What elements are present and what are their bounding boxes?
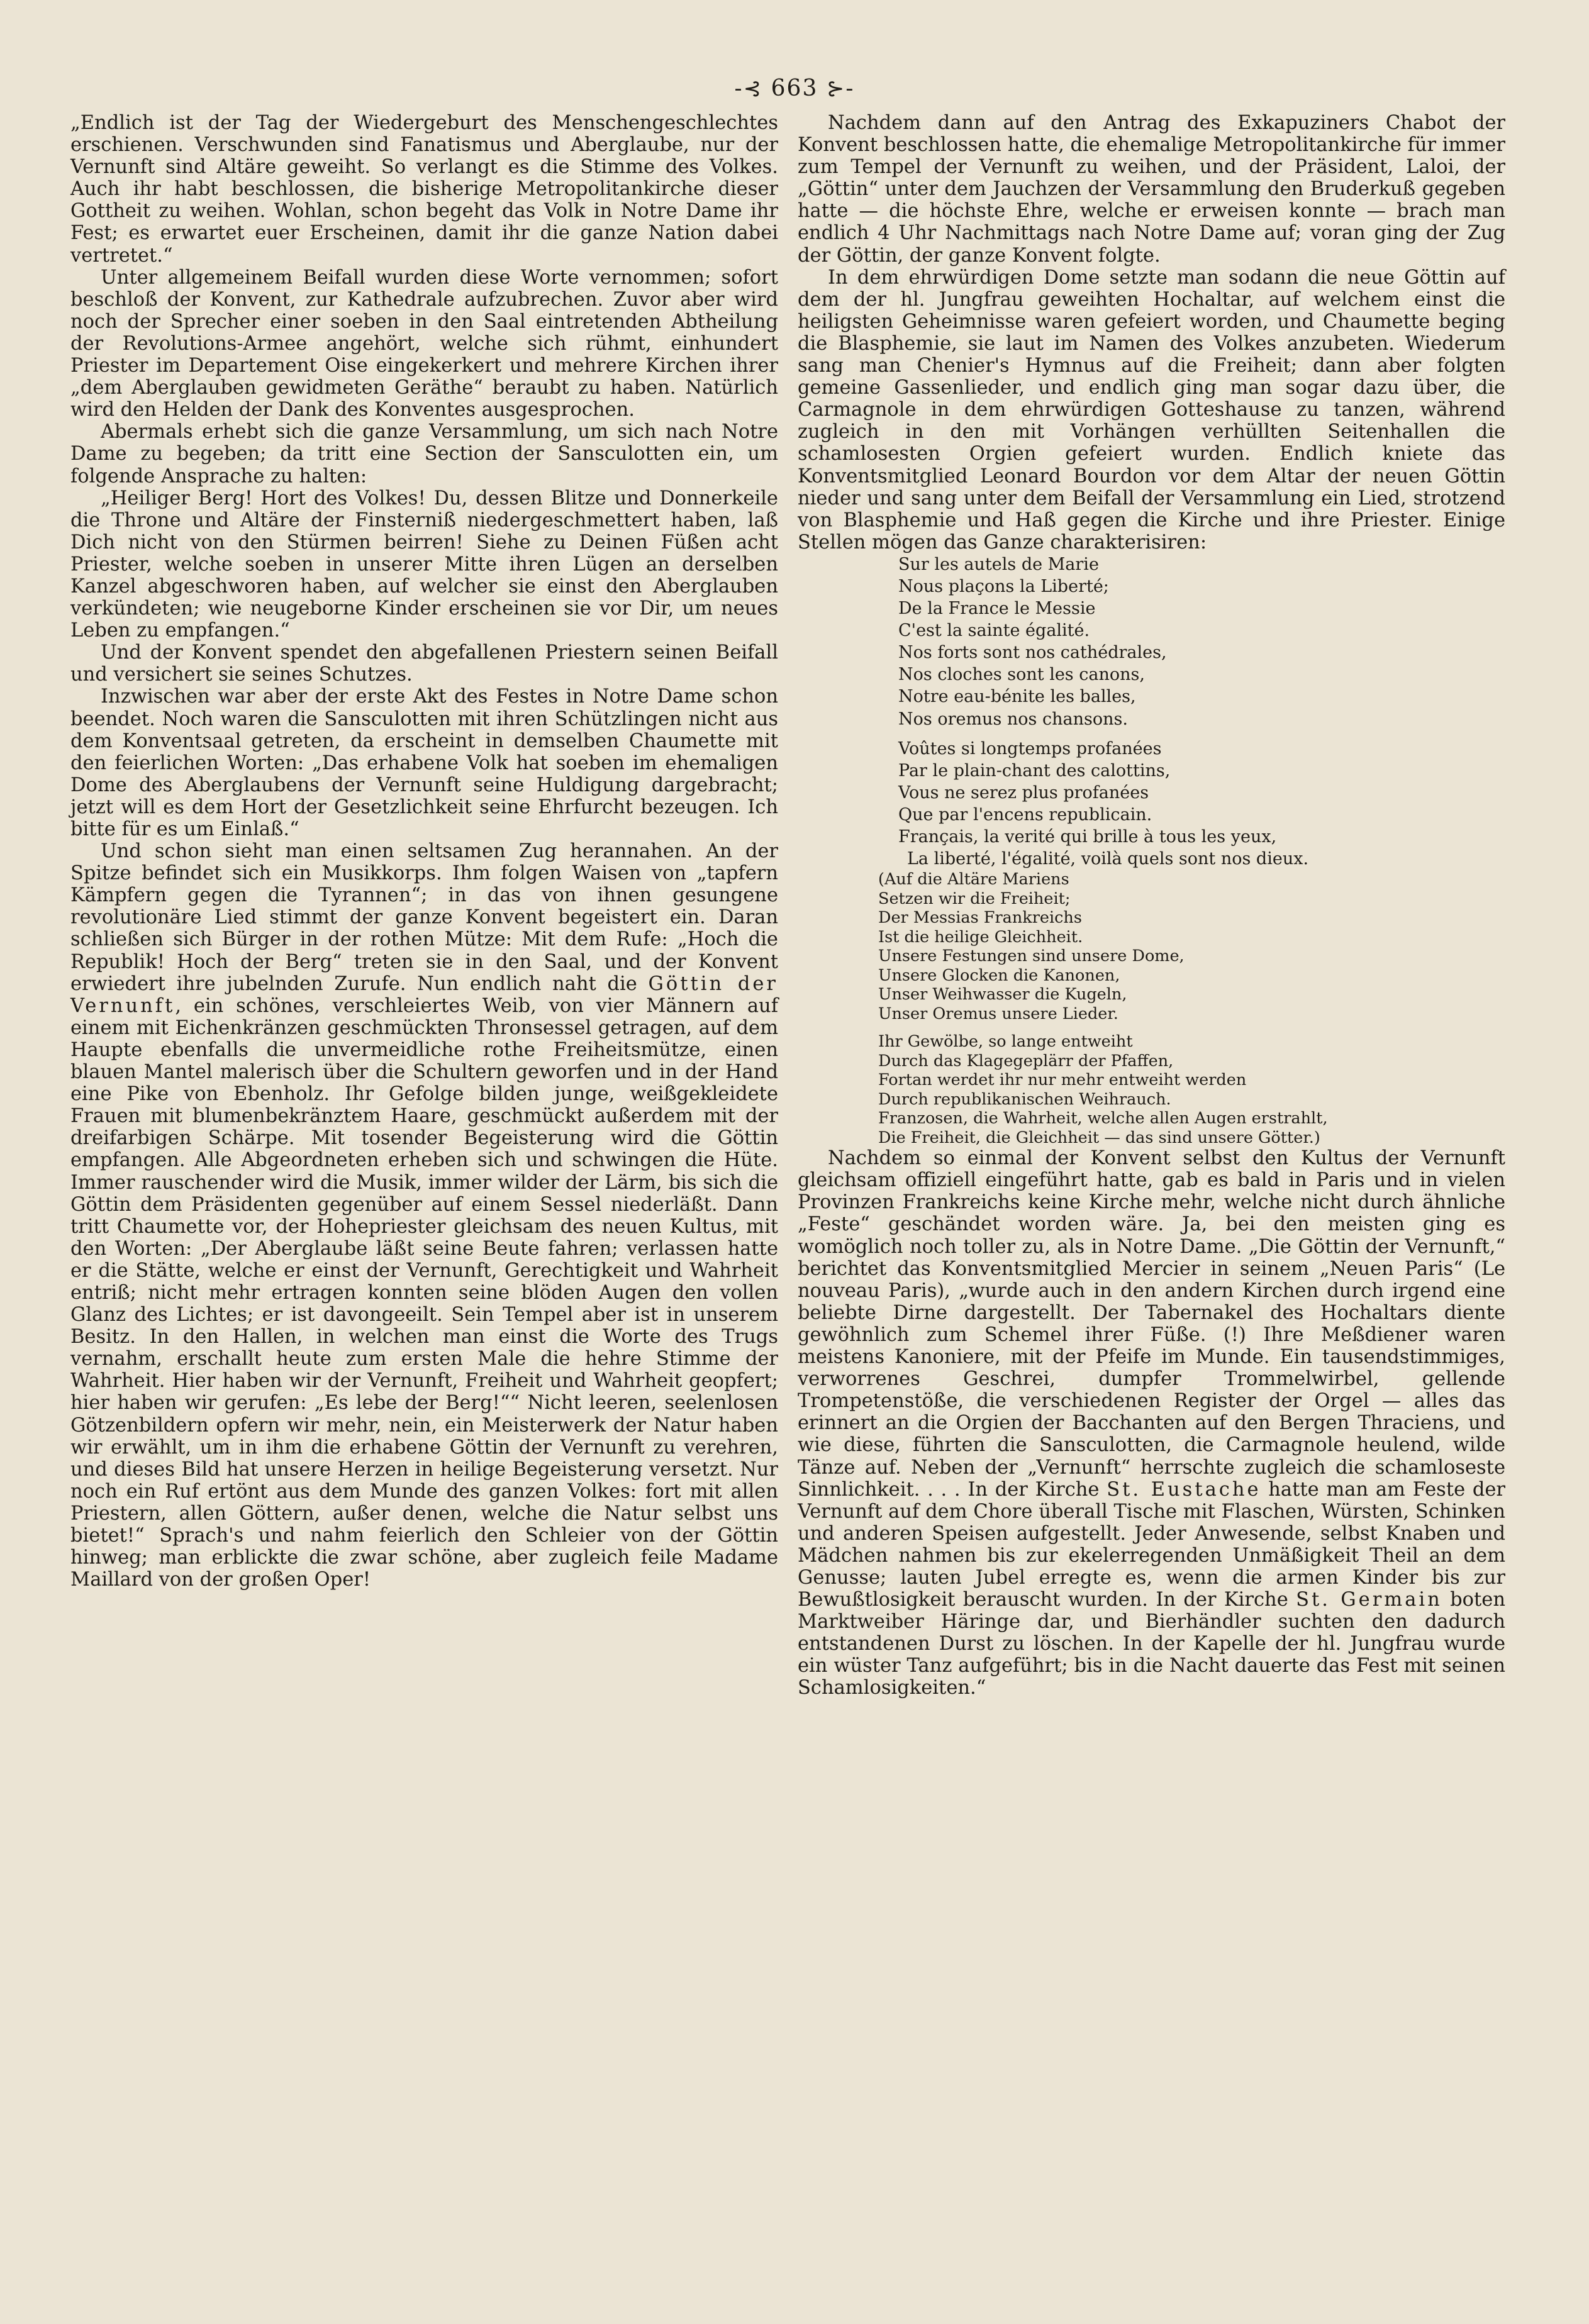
poem-line: Nos cloches sont les canons, <box>898 665 1145 685</box>
paragraph: Nachdem dann auf den Antrag des Exkapuziners Chabot der Konvent beschlossen hatte, die ehemalige Metropolitankirche für immer zum Tempel der Vernunft zu weihen, und der Präsident, Laloi, der „Göttin“ unter dem Jauchzen der Versammlung den Bruderkuß gegeben hatte — die höchste Ehre, welche er erweisen konnte — brach man endlich 4 Uhr Nachmittags nach Notre Dame auf; voran ging der Zug der Göttin, der ganze Konvent folgte. <box>798 112 1505 267</box>
paragraph: Inzwischen war aber der erste Akt des Festes in Notre Dame schon beendet. Noch waren die Sansculotten mit ihren Schützlingen nicht aus dem Konventsaal getreten, da erscheint in demselben Chaumette mit den feierlichen Worten: „Das erhabene Volk hat soeben im ehemaligen Dome des Aberglaubens der Vernunft seine Huldigung dargebracht; jetzt will es dem Hort der Gesetzlichkeit seine Ehrfurcht bezeugen. Ich bitte für es um Einlaß.“ <box>70 686 778 840</box>
paragraph: „Heiliger Berg! Hort des Volkes! Du, dessen Blitze und Donnerkeile die Throne und Altäre der Finsterniß niedergeschmettert haben, laß Dich nicht von den Stürmen beirren! Siehe zu Deinen Füßen acht Priester, welche soeben in unserer Mitte ihren Lügen an derselben Kanzel abgeschworen haben, auf welcher sie einst den Aberglauben verkündeten; wie neugeborne Kinder erscheinen sie vor Dir, um neues Leben zu empfangen.“ <box>70 487 778 642</box>
stanza-gap <box>898 730 1505 738</box>
translation-line: Die Freiheit, die Gleichheit — das sind unsere Götter.) <box>878 1128 1320 1147</box>
poem-line: Voûtes si longtemps profanées <box>898 738 1162 759</box>
spaced-emphasis: St. Eustache <box>1107 1478 1261 1501</box>
poem-line: Vous ne serez plus profanées <box>898 782 1149 803</box>
poem-line: Français, la verité qui brille à tous les yeux, <box>898 827 1277 847</box>
translation-line: Fortan werdet ihr nur mehr entweiht werden <box>878 1070 1247 1090</box>
french-poem <box>798 553 1505 870</box>
ornament-right-icon: ⊱- <box>826 76 855 101</box>
poem-line: Nos forts sont nos cathédrales, <box>898 643 1167 663</box>
paragraph: „Endlich ist der Tag der Wiedergeburt des Menschengeschlechtes erschienen. Verschwunden sind Fanatismus und Aberglaube, nur der Vernunft sind Altäre geweiht. So verlangt es die Stimme des Volkes. Auch ihr habt beschlossen, die bisherige Metropolitankirche dieser Gottheit zu weihen. Wohlan, schon begeht das Volk in Notre Dame ihr Fest; es erwartet euer Erscheinen, damit ihr die ganze Nation dabei vertretet.“ <box>70 112 778 267</box>
spaced-emphasis: St. Germain <box>1296 1589 1442 1611</box>
translation-line: Ist die heilige Gleichheit. <box>878 927 1083 947</box>
translation-line: Der Messias Frankreichs <box>878 908 1082 928</box>
text-run: Und schon sieht man einen seltsamen Zug herannahen. An der Spitze befindet sich ein Musikkorps. Ihm folgen Waisen von „tapfern Kämpfern gegen die Tyrannen“; in das von ihnen gesungene revolutionäre Lied stimmt der ganze Konvent begeistert ein. Daran schließen sich Bürger in der rothen Mütze: Mit dem Rufe: „Hoch die Republik! Hoch der Berg“ treten sie in den Saal, und der Konvent erwiedert ihre jubelnden Zurufe. Nun endlich naht die <box>70 840 778 995</box>
poem-line: Que par l'encens republicain. <box>898 804 1152 825</box>
paragraph: Unter allgemeinem Beifall wurden diese Worte vernommen; sofort beschloß der Konvent, zur Kathedrale aufzubrechen. Zuvor aber wird noch der Sprecher einer soeben in den Saal eintretenden Abtheilung der Revolutions-Armee angehört, welche sich rühmt, einhundert Priester im Departement Oise eingekerkert und mehrere Kirchen ihrer „dem Aberglauben gewidmeten Geräthe“ beraubt zu haben. Natürlich wird den Helden der Dank des Konventes ausgesprochen. <box>70 266 778 421</box>
german-translation <box>798 870 1505 1147</box>
paragraph: Und der Konvent spendet den abgefallenen Priestern seinen Beifall und versichert sie seines Schutzes. <box>70 642 778 686</box>
ornament-left-icon: -⊰ <box>734 76 763 101</box>
poem-line: Par le plain-chant des calottins, <box>898 760 1171 781</box>
page-header <box>0 75 1589 113</box>
text-run: hatte man am Feste der Vernunft auf dem Chore überall Tische mit Flaschen, Würsten, Schinken und anderen Speisen aufgestellt. Jeder Anwesende, selbst Knaben und Mädchen nahmen bis zur ekelerregenden Unmäßigkeit Theil an dem Genusse; lauten Jubel erregte es, wenn die armen Kinder bis zur Bewußtlosigkeit berauscht wurden. In der Kirche <box>798 1478 1505 1611</box>
translation-line: Unser Weihwasser die Kugeln, <box>878 985 1127 1004</box>
left-column <box>70 112 778 1591</box>
poem-line: Nos oremus nos chansons. <box>898 709 1128 729</box>
spaced-emphasis: Göttin der Vernunft <box>70 972 778 1017</box>
paragraph: Abermals erhebt sich die ganze Versammlung, um sich nach Notre Dame zu begeben; da tritt eine Section der Sansculotten ein, um folgende Ansprache zu halten: <box>70 421 778 487</box>
poem-line: La liberté, l'égalité, voilà quels sont nos dieux. <box>907 849 1309 869</box>
translation-line: Unsere Festungen sind unsere Dome, <box>878 947 1185 966</box>
poem-line: De la France le Messie <box>898 599 1096 619</box>
translation-line: Setzen wir die Freiheit; <box>878 889 1071 908</box>
poem-line: C'est la sainte égalité. <box>898 621 1090 641</box>
translation-line: Franzosen, die Wahrheit, welche allen Augen erstrahlt, <box>878 1109 1328 1128</box>
poem-line: Nous plaçons la Liberté; <box>898 576 1109 596</box>
poem-line: Sur les autels de Marie <box>898 554 1099 574</box>
paragraph: In dem ehrwürdigen Dome setzte man sodann die neue Göttin auf dem der hl. Jungfrau geweihten Hochaltar, auf welchem einst die heiligsten Geheimnisse waren gefeiert worden, und Chaumette beging die Blasphemie, sie laut im Namen des Volkes anzubeten. Wiederum sang man Chenier's Hymnus auf die Freiheit; dann aber folgten gemeine Gassenlieder, und endlich ging man sogar dazu über, die Carmagnole in dem ehrwürdigen Gotteshause zu tanzen, während zugleich in den mit Vorhängen verhüllten Seitenhallen die schamlosesten Orgien gefeiert wurden. Endlich kniete das Konventsmitglied Leonard Bourdon vor dem Altar der neuen Göttin nieder und sang unter dem Beifall der Versammlung ein Lied, strotzend von Blasphemie und Haß gegen die Kirche und ihre Priester. Einige Stellen mögen das Ganze charakterisiren: <box>798 266 1505 553</box>
translation-line: Unser Oremus unsere Lieder. <box>878 1004 1118 1023</box>
poem-line: Notre eau-bénite les balles, <box>898 687 1136 707</box>
paragraph <box>70 840 778 1591</box>
text-run: boten Marktweiber Häringe dar, und Bierhändler suchten den dadurch entstandenen Durst zu löschen. In der Kapelle der hl. Jungfrau wurde ein wüster Tanz aufgeführt; bis in die Nacht dauerte das Fest mit seinen Schamlosigkeiten.“ <box>798 1589 1505 1699</box>
translation-line: (Auf die Altäre Mariens <box>878 870 1069 889</box>
text-run: Nachdem so einmal der Konvent selbst den Kultus der Vernunft gleichsam offiziell eingeführt hatte, gab es bald in Paris und in vielen Provinzen Frankreichs keine Kirche mehr, welche nicht durch ähnliche „Feste“ geschändet worden wäre. Ja, bei den meisten ging es womöglich noch toller zu, als in Notre Dame. „Die Göttin der Vernunft,“ berichtet das Konventsmitglied Mercier in seinem „Neuen Paris“ (Le nouveau Paris), „wurde auch in den andern Kirchen durch irgend eine beliebte Dirne dargestellt. Der Tabernakel des Hochaltars diente gewöhnlich zum Schemel ihrer Füße. (!) Ihre Meßdiener waren meistens Kanoniere, mit der Pfeife im Munde. Ein tausendstimmiges, verworrenes Geschrei, dumpfer Trommelwirbel, gellende Trompetenstöße, die verschiedenen Register der Orgel — alles das erinnert an die Orgien der Bacchanten auf den Bergen Thraciens, und wie diese, führten die Sansculotten, die Carmagnole heulend, wilde Tänze auf. Neben der „Vernunft“ herrschte zugleich die schamloseste Sinnlichkeit. . . . In der Kirche <box>798 1147 1505 1501</box>
translation-line: Durch republikanischen Weihrauch. <box>878 1089 1171 1109</box>
translation-line: Unsere Glocken die Kanonen, <box>878 965 1120 985</box>
paragraph <box>798 1147 1505 1699</box>
stanza-gap <box>878 1023 1505 1032</box>
translation-line: Ihr Gewölbe, so lange entweiht <box>878 1032 1133 1052</box>
right-column <box>798 112 1505 1699</box>
page-number: 663 <box>771 75 818 101</box>
text-run: , ein schönes, verschleiertes Weib, von vier Männern auf einem mit Eichenkränzen geschmückten Thronsessel getragen, auf dem Haupte ebenfalls die unvermeidliche rothe Freiheitsmütze, einen blauen Mantel malerisch über die Schultern geworfen und in der Hand eine Pike von Ebenholz. Ihr Gefolge bilden junge, weißgekleidete Frauen mit blumenbekränztem Haare, geschmückt außerdem mit der dreifarbigen Schärpe. Mit tosender Begeisterung wird die Göttin empfangen. Alle Abgeordneten erheben sich und schwingen die Hüte. Immer rauschender wird die Musik, immer wilder der Lärm, bis sich die Göttin dem Präsidenten gegenüber auf einem Sessel niederläßt. Dann tritt Chaumette vor, der Hohepriester gleichsam des neuen Kultus, mit den Worten: „Der Aberglaube läßt seine Beute fahren; verlassen hatte er die Stätte, welche er einst der Vernunft, Gerechtigkeit und Wahrheit entriß; nicht mehr ertragen konnten seine blöden Augen den vollen Glanz des Lichtes; er ist davongeeilt. Sein Tempel aber ist in unserem Besitz. In den Hallen, in welchen man einst die Worte des Trugs vernahm, erschallt heute zum ersten Male die hehre Stimme der Wahrheit. Hier haben wir der Vernunft, Freiheit und Wahrheit geopfert; hier haben wir gerufen: „Es lebe der Berg!““ Nicht leeren, seelenlosen Götzenbildern opfern wir mehr, nein, ein Meisterwerk der Natur haben wir erwählt, um in ihm die erhabene Göttin der Vernunft zu verehren, und dieses Bild hat unsere Herzen in heilige Begeisterung versetzt. Nur noch ein Ruf ertönt aus dem Munde des ganzen Volkes: fort mit allen Priestern, allen Göttern, außer denen, welche die Natur selbst uns bietet!“ Sprach's und nahm feierlich den Schleier von der Göttin hinweg; man erblickte die zwar schöne, aber zugleich feile Madame Maillard von der großen Oper! <box>70 994 778 1591</box>
translation-line: Durch das Klagegeplärr der Pfaffen, <box>878 1051 1174 1070</box>
